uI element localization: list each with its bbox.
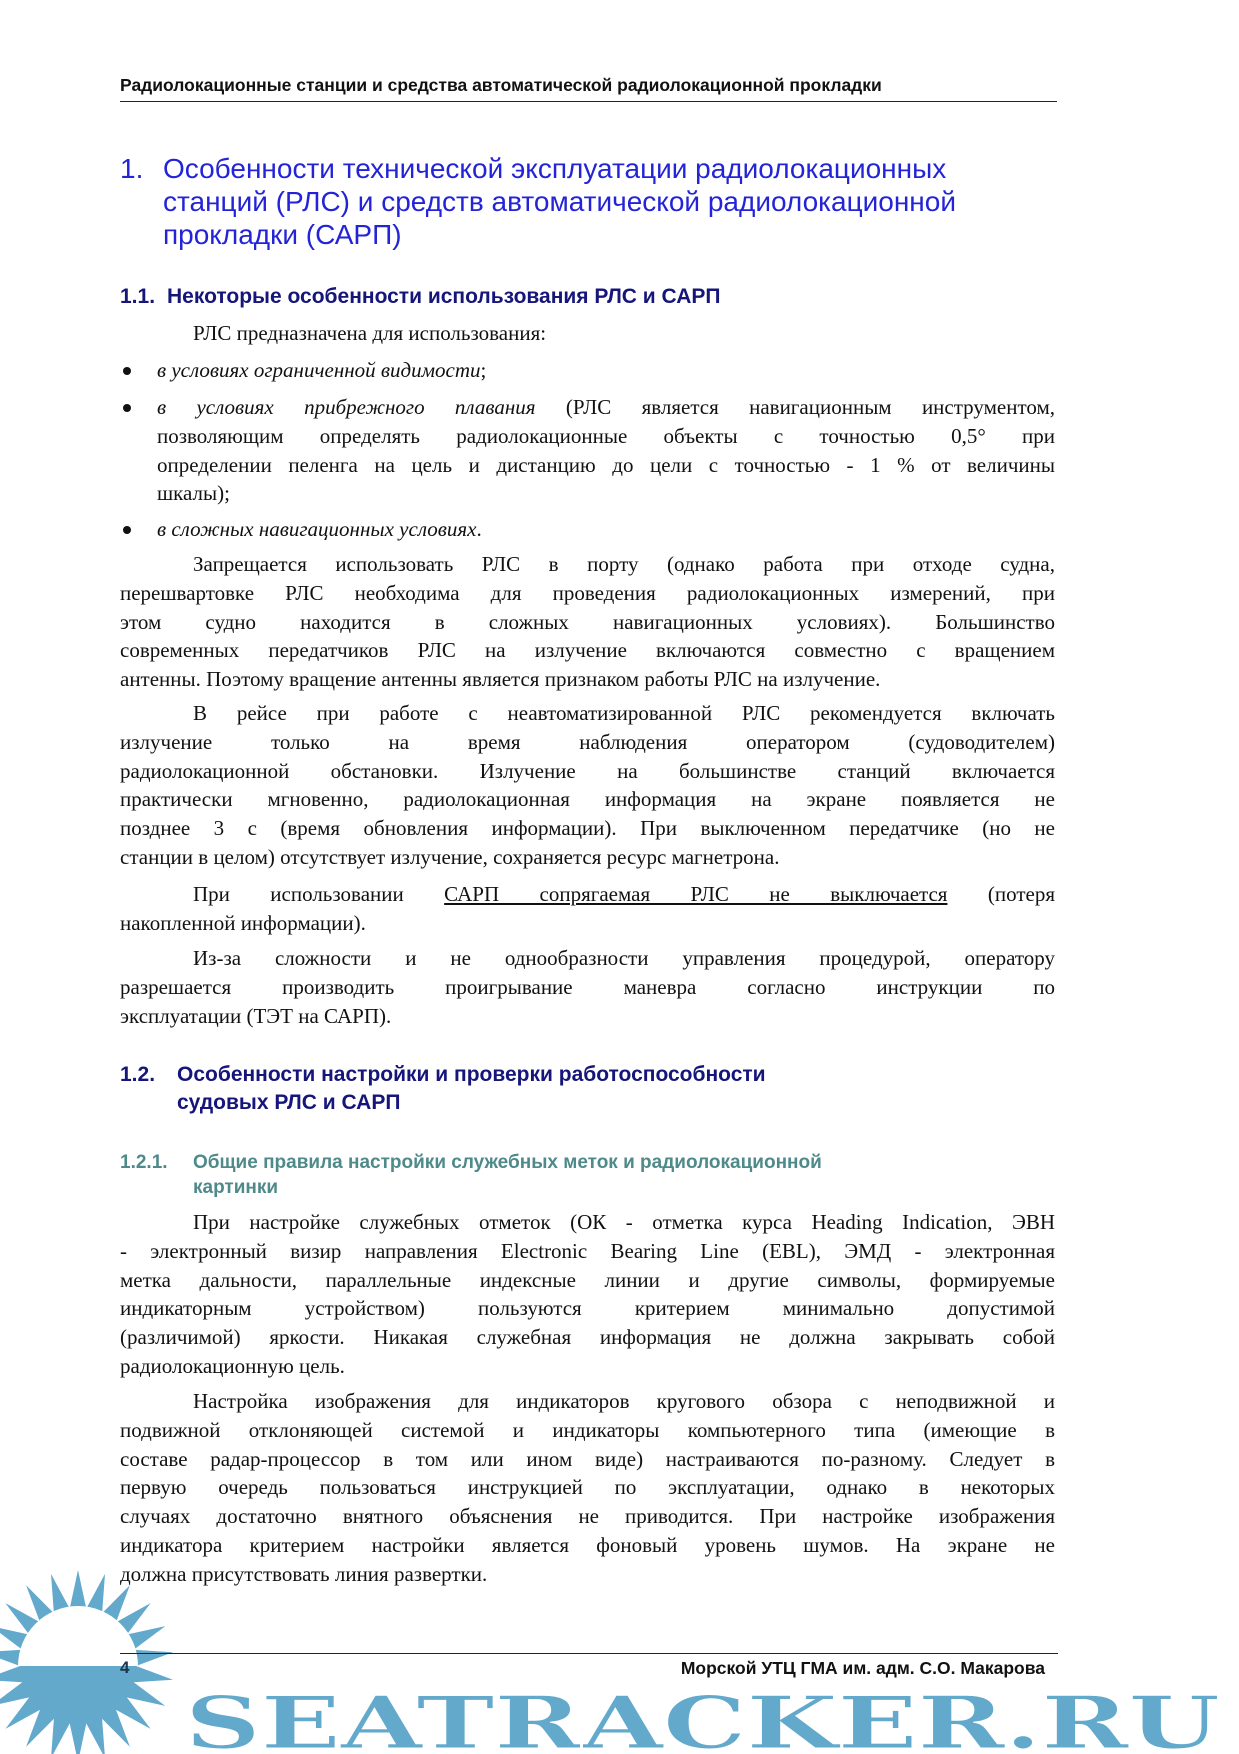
text-line	[120, 843, 1055, 872]
text-line	[157, 393, 1055, 422]
text-segment: разрешается производить проигрывание маневра согласно инструкции по	[120, 974, 1055, 999]
text-line	[120, 1266, 1055, 1295]
text-line	[120, 636, 1055, 665]
text-line	[157, 515, 1055, 544]
text-segment: должна присутствовать линия развертки.	[120, 1561, 488, 1586]
page-number: 4	[120, 1658, 130, 1677]
heading1-number: 1.	[120, 153, 144, 184]
running-header: Радиолокационные станции и средства автоматической радиолокационной прокладки	[120, 75, 882, 95]
heading1-2-line: Особенности настройки и проверки работоспособности	[177, 1063, 766, 1086]
heading1-line: Особенности технической эксплуатации радиолокационных	[163, 153, 947, 184]
text-line	[120, 1502, 1055, 1531]
text-segment: позволяющим определять радиолокационные объекты с точностью 0,5° при	[157, 423, 1055, 448]
text-line	[120, 1237, 1055, 1266]
bullet-item	[157, 393, 1055, 508]
footer-rule	[120, 1653, 1058, 1654]
text-segment: антенны. Поэтому вращение антенны является признаком работы РЛС на излучение.	[120, 667, 881, 692]
text-segment: радиолокационную цель.	[120, 1353, 345, 1378]
text-segment: (потеря	[947, 882, 1055, 906]
heading1-2-1-number: 1.2.1.	[120, 1152, 168, 1173]
text-segment: В рейсе при работе с неавтоматизированной РЛС рекомендуется включать	[193, 701, 1055, 725]
text-line	[157, 451, 1055, 480]
text-segment: ;	[480, 358, 487, 382]
text-line	[120, 944, 1055, 973]
sun-logo-icon	[0, 1570, 173, 1754]
text-segment: Запрещается использовать РЛС в порту (однако работа при отходе судна,	[193, 552, 1055, 576]
paragraph	[120, 319, 1055, 348]
heading1-1-text: Некоторые особенности использования РЛС и САРП	[167, 285, 721, 308]
text-segment: шкалы);	[157, 481, 230, 506]
text-line	[120, 973, 1055, 1002]
text-segment: накопленной информации).	[120, 910, 366, 935]
text-line	[120, 1002, 1055, 1031]
text-line	[120, 1208, 1055, 1237]
bullet-icon	[123, 367, 131, 375]
text-line	[157, 422, 1055, 451]
text-segment: определении пеленга на цель и дистанцию до цели с точностью - 1 % от величины	[157, 452, 1055, 477]
text-segment: этом судно находится в сложных навигационных условиях). Большинство	[120, 609, 1055, 634]
text-line	[120, 1473, 1055, 1502]
text-line	[120, 880, 1055, 909]
header-rule	[120, 101, 1057, 102]
text-segment: излучение только на время наблюдения оператором (судоводителем)	[120, 729, 1055, 754]
heading1-2-number: 1.2.	[120, 1063, 156, 1086]
text-line	[120, 1352, 1055, 1381]
underlined-text: САРП сопрягаемая РЛС не выключается	[444, 882, 948, 906]
heading1-1-number: 1.1.	[120, 285, 156, 308]
footer-organization: Морской УТЦ ГМА им. адм. С.О. Макарова	[680, 1658, 1045, 1678]
paragraph	[120, 944, 1055, 1030]
text-line	[120, 1294, 1055, 1323]
italic-text: в условиях ограниченной видимости	[157, 358, 481, 382]
text-line	[120, 728, 1055, 757]
text-segment: (РЛС является навигационным инструментом,	[535, 395, 1056, 419]
text-line	[120, 608, 1055, 637]
bullet-icon	[123, 404, 131, 412]
text-line	[120, 665, 1055, 694]
text-segment: позднее 3 с (время обновления информации). При выключенном передатчике (но не	[120, 816, 1055, 841]
heading1-2-1-line: Общие правила настройки служебных меток и радиолокационной	[193, 1152, 822, 1173]
text-segment: метка дальности, параллельные индексные линии и другие символы, формируемые	[120, 1267, 1055, 1292]
paragraph	[120, 880, 1055, 938]
heading1-line: прокладки (САРП)	[163, 219, 402, 250]
text-line	[120, 319, 1055, 348]
heading1-2-line: судовых РЛС и САРП	[177, 1091, 401, 1114]
text-segment: РЛС предназначена для использования:	[193, 321, 547, 345]
paragraph	[120, 1387, 1055, 1589]
text-segment: подвижной отклоняющей системой и индикаторы компьютерного типа (имеющие в	[120, 1417, 1055, 1442]
text-line	[120, 1323, 1055, 1352]
text-segment: первую очередь пользоваться инструкцией по эксплуатации, однако в некоторых	[120, 1475, 1055, 1500]
bullet-item	[157, 356, 1055, 385]
text-segment: составе радар-процессор в том или ином виде) настраиваются по-разному. Следует в	[120, 1446, 1055, 1471]
heading1-line: станций (РЛС) и средств автоматической радиолокационной	[163, 186, 956, 217]
text-segment: индикаторным устройством) пользуются критерием минимально допустимой	[120, 1296, 1055, 1321]
paragraph	[120, 1208, 1055, 1381]
text-line	[120, 1416, 1055, 1445]
text-segment: При использовании	[193, 882, 445, 906]
text-segment: - электронный визир направления Electronic Bearing Line (EBL), ЭМД - электронная	[120, 1238, 1055, 1263]
text-segment: радиолокационной обстановки. Излучение на большинстве станций включается	[120, 758, 1055, 783]
text-line	[120, 757, 1055, 786]
text-segment: станции в целом) отсутствует излучение, сохраняется ресурс магнетрона.	[120, 844, 780, 869]
text-segment: .	[476, 517, 482, 541]
text-segment: При настройке служебных отметок (ОК - отметка курса Heading Indication, ЭВН	[193, 1210, 1055, 1234]
text-segment: эксплуатации (ТЭТ на САРП).	[120, 1003, 392, 1028]
text-segment: случаях достаточно внятного объяснения не приводится. При настройке изображения	[120, 1504, 1055, 1529]
text-line	[120, 814, 1055, 843]
text-line	[120, 699, 1055, 728]
text-segment: практически мгновенно, радиолокационная информация на экране появляется не	[120, 787, 1055, 812]
text-line	[120, 550, 1055, 579]
text-line	[120, 1387, 1055, 1416]
text-segment: современных передатчиков РЛС на излучение включаются совместно с вращением	[120, 638, 1055, 663]
text-segment: (различимой) яркости. Никакая служебная информация не должна закрывать собой	[120, 1325, 1055, 1350]
paragraph	[120, 550, 1055, 694]
heading1-2-1-line: картинки	[193, 1177, 279, 1198]
text-line	[120, 1445, 1055, 1474]
text-line	[157, 479, 1055, 508]
italic-text: в сложных навигационных условиях	[157, 517, 477, 541]
text-segment: Настройка изображения для индикаторов кругового обзора с неподвижной и	[193, 1389, 1055, 1413]
watermark-text: SEATRACKER.RU	[185, 1680, 1220, 1754]
text-line	[120, 1531, 1055, 1560]
italic-text: в условиях прибрежного плавания	[157, 395, 536, 419]
bullet-item	[157, 515, 1055, 544]
text-line	[120, 579, 1055, 608]
text-segment: индикатора критерием настройки является фоновый уровень шумов. На экране не	[120, 1532, 1055, 1557]
paragraph	[120, 699, 1055, 872]
bullet-icon	[123, 526, 131, 534]
text-line	[157, 356, 1055, 385]
text-segment: перешвартовке РЛС необходима для проведения радиолокационных измерений, при	[120, 580, 1055, 605]
text-line	[120, 909, 1055, 938]
text-segment: Из-за сложности и не однообразности управления процедурой, оператору	[193, 946, 1055, 970]
text-line	[120, 785, 1055, 814]
seatracker-watermark	[0, 1570, 1239, 1754]
